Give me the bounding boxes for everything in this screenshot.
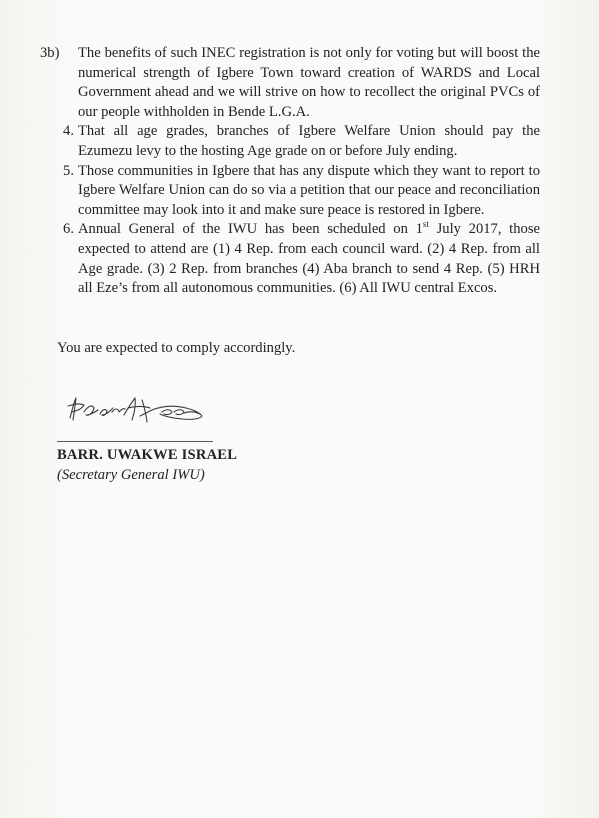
signature-line <box>57 441 213 442</box>
ordinal-superscript: st <box>422 219 429 230</box>
list-item-text: That all age grades, branches of Igbere Welfare Union should pay the Ezumezu levy to the hosting Age grade on or before July ending. <box>78 123 540 159</box>
list-item-text: The benefits of such INEC registration is not only for voting but will boost the numerical strength of Igbere Town toward creation of WARDS and Local Government ahead and we will strive on how to recollect the original PVCs of our people withholden in Bende L.G.A. <box>78 45 540 120</box>
list-item-number: 4. <box>63 123 74 140</box>
list-item-number: 5. <box>63 162 74 179</box>
text-after-superscript: July 2017, those expected to attend are (1) 4 Rep. from each council ward. (2) 4 Rep. from all Age grade. (3) 2 Rep. from branches (4) Aba branch to send 4 Rep. (5) HRH all Eze’s from all autonomous communities. (6) All IWU central Excos. <box>78 221 540 297</box>
list-item-6 <box>40 220 540 298</box>
list-item-3b <box>40 44 540 122</box>
closing-line: You are expected to comply accordingly. <box>57 340 296 356</box>
text-before-superscript: Annual General of the IWU has been scheduled on 1 <box>78 221 423 238</box>
list-item-number: 3b) <box>40 45 60 61</box>
list-item-text <box>78 220 540 298</box>
signer-name: BARR. UWAKWE ISRAEL <box>57 447 238 463</box>
list-item-4 <box>40 122 540 161</box>
signer-role: (Secretary General IWU) <box>57 467 205 483</box>
list-item-number: 6. <box>63 221 74 238</box>
letter-body <box>40 44 540 299</box>
list-item-5 <box>40 162 540 221</box>
list-item-text: Those communities in Igbere that has any dispute which they want to report to Igbere Welfare Union can do so via a petition that our peace and reconciliation committee may look into it and make sure peace is restored in Igbere. <box>78 162 540 218</box>
signature-icon <box>58 388 228 433</box>
